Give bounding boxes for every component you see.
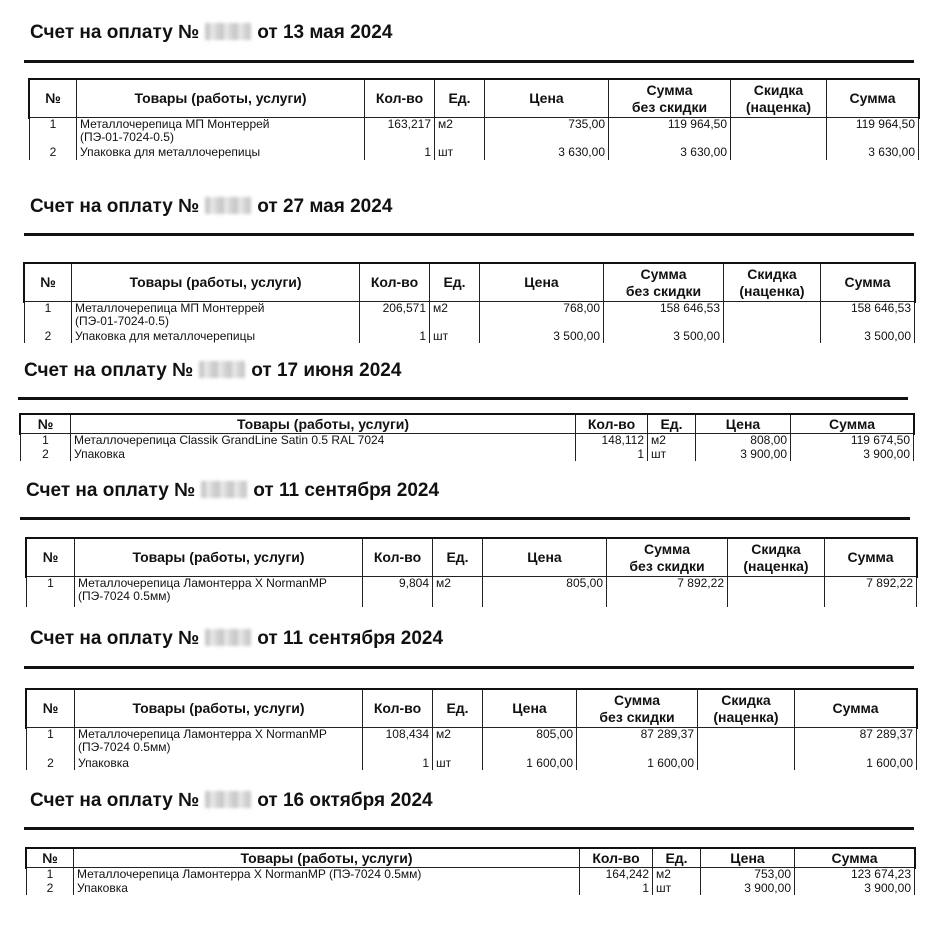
cell-price: 805,00 bbox=[483, 728, 577, 757]
cell-discount bbox=[698, 728, 795, 757]
col-header-goods: Товары (работы, услуги) bbox=[75, 539, 363, 577]
cell-sum: 158 646,53 bbox=[821, 302, 915, 330]
col-header-discount: Скидка (наценка) bbox=[698, 690, 795, 728]
col-header-unit: Ед. bbox=[433, 690, 483, 728]
col-header-price: Цена bbox=[701, 849, 795, 868]
title-prefix: Счет на оплату № bbox=[30, 790, 200, 811]
col-header-goods: Товары (работы, услуги) bbox=[77, 80, 365, 118]
col-header-goods: Товары (работы, услуги) bbox=[72, 264, 360, 302]
cell-discount bbox=[731, 118, 827, 146]
cell-sum-nodisc: 3 500,00 bbox=[604, 330, 724, 343]
cell-number: 2 bbox=[25, 330, 72, 343]
invoice-table bbox=[24, 263, 915, 343]
title-date: от 11 сентября 2024 bbox=[253, 480, 440, 501]
cell-qty: 148,112 bbox=[576, 434, 648, 448]
col-header-qty: Кол-во bbox=[576, 415, 648, 434]
redacted-number bbox=[199, 361, 245, 378]
cell-sum-nodisc: 119 964,50 bbox=[609, 118, 731, 146]
col-header-goods: Товары (работы, услуги) bbox=[71, 415, 576, 434]
col-header-unit: Ед. bbox=[433, 539, 483, 577]
col-header-number: № bbox=[25, 264, 72, 302]
cell-goods: Упаковка для металлочерепицы bbox=[77, 146, 365, 160]
goods-name-line2: (ПЭ-01-7024-0.5) bbox=[80, 130, 174, 144]
table-row bbox=[25, 302, 915, 330]
cell-qty: 1 bbox=[360, 330, 430, 343]
table-row bbox=[27, 868, 915, 882]
cell-unit: м2 bbox=[653, 868, 701, 882]
col-header-sum: Сумма bbox=[795, 690, 917, 728]
cell-price: 1 600,00 bbox=[483, 757, 577, 770]
table-row bbox=[21, 448, 914, 461]
cell-number: 1 bbox=[30, 118, 77, 146]
cell-sum-nodisc: 3 630,00 bbox=[609, 146, 731, 160]
col-header-price: Цена bbox=[480, 264, 604, 302]
col-header-number: № bbox=[27, 539, 75, 577]
col-header-sum-nodisc: Сумма без скидки bbox=[607, 539, 728, 577]
cell-discount bbox=[731, 146, 827, 160]
col-header-number: № bbox=[27, 849, 74, 868]
cell-unit: м2 bbox=[433, 728, 483, 757]
cell-number: 2 bbox=[27, 757, 75, 770]
cell-sum: 3 630,00 bbox=[827, 146, 919, 160]
col-header-sum-nodisc: Сумма без скидки bbox=[609, 80, 731, 118]
cell-goods: Металлочерепица Classik GrandLine Satin 0.5 RAL 7024 bbox=[71, 434, 576, 448]
goods-name-line2: (ПЭ-7024 0.5мм) bbox=[78, 589, 171, 603]
cell-goods: Упаковка bbox=[75, 757, 363, 770]
invoice-table-clip bbox=[24, 263, 916, 341]
title-date: от 17 июня 2024 bbox=[251, 360, 402, 381]
cell-qty: 163,217 bbox=[365, 118, 435, 146]
cell-price: 808,00 bbox=[696, 434, 791, 448]
cell-goods bbox=[75, 577, 363, 607]
cell-sum: 1 600,00 bbox=[795, 757, 917, 770]
cell-discount bbox=[724, 330, 821, 343]
col-header-sum: Сумма bbox=[795, 849, 915, 868]
col-header-number: № bbox=[30, 80, 77, 118]
col-header-goods: Товары (работы, услуги) bbox=[74, 849, 580, 868]
cell-number: 2 bbox=[30, 146, 77, 160]
table-row bbox=[25, 330, 915, 343]
invoice-table-clip bbox=[29, 79, 919, 158]
cell-unit: шт bbox=[648, 448, 696, 461]
invoice-table bbox=[26, 689, 917, 770]
col-header-price: Цена bbox=[696, 415, 791, 434]
col-header-sum: Сумма bbox=[825, 539, 917, 577]
cell-qty: 1 bbox=[580, 882, 653, 895]
cell-sum: 119 674,50 bbox=[791, 434, 914, 448]
cell-goods: Металлочерепица Ламонтерра X NormanMP (ПЭ-7024 0.5мм) bbox=[74, 868, 580, 882]
divider bbox=[20, 517, 910, 520]
col-header-unit: Ед. bbox=[430, 264, 480, 302]
invoice-table bbox=[29, 79, 919, 160]
title-date: от 13 мая 2024 bbox=[257, 22, 393, 43]
divider bbox=[18, 397, 908, 400]
table-row bbox=[21, 434, 914, 448]
cell-price: 3 630,00 bbox=[485, 146, 609, 160]
title-prefix: Счет на оплату № bbox=[30, 628, 200, 649]
divider bbox=[24, 666, 914, 669]
cell-price: 753,00 bbox=[701, 868, 795, 882]
cell-goods bbox=[77, 118, 365, 146]
cell-sum: 7 892,22 bbox=[825, 577, 917, 607]
cell-discount bbox=[724, 302, 821, 330]
title-date: от 27 мая 2024 bbox=[257, 196, 393, 217]
col-header-sum: Сумма bbox=[827, 80, 919, 118]
goods-name: Металлочерепица МП Монтеррей bbox=[80, 117, 270, 131]
table-row bbox=[30, 146, 919, 160]
col-header-goods: Товары (работы, услуги) bbox=[75, 690, 363, 728]
invoice-title bbox=[24, 360, 401, 382]
cell-sum-nodisc: 7 892,22 bbox=[607, 577, 728, 607]
invoice-title bbox=[30, 628, 443, 650]
cell-qty: 1 bbox=[576, 448, 648, 461]
cell-qty: 1 bbox=[365, 146, 435, 160]
title-date: от 16 октября 2024 bbox=[257, 790, 433, 811]
redacted-number bbox=[205, 23, 251, 40]
goods-name: Металлочерепица Ламонтерра X NormanMP bbox=[78, 576, 327, 590]
redacted-number bbox=[205, 197, 251, 214]
redacted-number bbox=[201, 481, 247, 498]
cell-qty: 108,434 bbox=[363, 728, 433, 757]
cell-unit: шт bbox=[653, 882, 701, 895]
cell-goods bbox=[72, 302, 360, 330]
cell-unit: м2 bbox=[433, 577, 483, 607]
cell-goods: Упаковка bbox=[71, 448, 576, 461]
cell-price: 735,00 bbox=[485, 118, 609, 146]
invoice-title bbox=[26, 480, 439, 502]
cell-price: 3 500,00 bbox=[480, 330, 604, 343]
cell-price: 805,00 bbox=[483, 577, 607, 607]
cell-sum: 87 289,37 bbox=[795, 728, 917, 757]
invoice-table bbox=[26, 848, 915, 895]
col-header-discount: Скидка (наценка) bbox=[731, 80, 827, 118]
cell-goods: Упаковка bbox=[74, 882, 580, 895]
table-row bbox=[27, 577, 917, 607]
cell-number: 1 bbox=[25, 302, 72, 330]
cell-unit: шт bbox=[435, 146, 485, 160]
col-header-qty: Кол-во bbox=[363, 690, 433, 728]
col-header-discount: Скидка (наценка) bbox=[728, 539, 825, 577]
cell-discount bbox=[698, 757, 795, 770]
cell-price: 3 900,00 bbox=[696, 448, 791, 461]
col-header-price: Цена bbox=[483, 690, 577, 728]
cell-price: 3 900,00 bbox=[701, 882, 795, 895]
cell-qty: 206,571 bbox=[360, 302, 430, 330]
goods-name: Металлочерепица Ламонтерра X NormanMP bbox=[78, 727, 327, 741]
invoice-title bbox=[30, 196, 392, 218]
divider bbox=[24, 827, 914, 830]
col-header-qty: Кол-во bbox=[580, 849, 653, 868]
cell-discount bbox=[728, 577, 825, 607]
col-header-discount: Скидка (наценка) bbox=[724, 264, 821, 302]
title-prefix: Счет на оплату № bbox=[30, 22, 200, 43]
cell-goods bbox=[75, 728, 363, 757]
invoice-table bbox=[20, 414, 914, 461]
col-header-qty: Кол-во bbox=[363, 539, 433, 577]
cell-sum: 3 900,00 bbox=[795, 882, 915, 895]
divider bbox=[24, 233, 914, 236]
col-header-unit: Ед. bbox=[653, 849, 701, 868]
col-header-number: № bbox=[27, 690, 75, 728]
cell-qty: 1 bbox=[363, 757, 433, 770]
col-header-qty: Кол-во bbox=[360, 264, 430, 302]
cell-qty: 9,804 bbox=[363, 577, 433, 607]
cell-goods: Упаковка для металлочерепицы bbox=[72, 330, 360, 343]
table-row bbox=[27, 757, 917, 770]
col-header-unit: Ед. bbox=[648, 415, 696, 434]
cell-unit: м2 bbox=[648, 434, 696, 448]
col-header-number: № bbox=[21, 415, 71, 434]
cell-number: 1 bbox=[21, 434, 71, 448]
cell-price: 768,00 bbox=[480, 302, 604, 330]
col-header-sum: Сумма bbox=[821, 264, 915, 302]
invoice-title bbox=[30, 790, 433, 812]
cell-qty: 164,242 bbox=[580, 868, 653, 882]
invoice-table-clip bbox=[26, 848, 918, 895]
goods-name-line2: (ПЭ-7024 0.5мм) bbox=[78, 740, 171, 754]
col-header-price: Цена bbox=[483, 539, 607, 577]
invoice-table-clip bbox=[26, 689, 918, 770]
cell-number: 2 bbox=[27, 882, 74, 895]
table-row bbox=[30, 118, 919, 146]
invoice-table-clip bbox=[26, 538, 918, 606]
invoice-table bbox=[26, 538, 917, 607]
cell-number: 1 bbox=[27, 728, 75, 757]
title-date: от 11 сентября 2024 bbox=[257, 628, 444, 649]
col-header-unit: Ед. bbox=[435, 80, 485, 118]
title-prefix: Счет на оплату № bbox=[30, 196, 200, 217]
cell-unit: м2 bbox=[435, 118, 485, 146]
table-row bbox=[27, 882, 915, 895]
col-header-sum-nodisc: Сумма без скидки bbox=[577, 690, 698, 728]
cell-sum-nodisc: 158 646,53 bbox=[604, 302, 724, 330]
redacted-number bbox=[205, 791, 251, 808]
cell-unit: м2 bbox=[430, 302, 480, 330]
invoice-title bbox=[30, 22, 392, 44]
cell-number: 1 bbox=[27, 868, 74, 882]
cell-sum-nodisc: 87 289,37 bbox=[577, 728, 698, 757]
redacted-number bbox=[205, 629, 251, 646]
goods-name: Металлочерепица МП Монтеррей bbox=[75, 301, 265, 315]
invoice-table-clip bbox=[20, 414, 916, 461]
title-prefix: Счет на оплату № bbox=[26, 480, 196, 501]
cell-sum: 3 900,00 bbox=[791, 448, 914, 461]
cell-sum: 119 964,50 bbox=[827, 118, 919, 146]
title-prefix: Счет на оплату № bbox=[24, 360, 194, 381]
cell-unit: шт bbox=[433, 757, 483, 770]
cell-sum: 123 674,23 bbox=[795, 868, 915, 882]
goods-name-line2: (ПЭ-01-7024-0.5) bbox=[75, 314, 169, 328]
col-header-qty: Кол-во bbox=[365, 80, 435, 118]
cell-sum: 3 500,00 bbox=[821, 330, 915, 343]
divider bbox=[24, 60, 914, 63]
cell-number: 1 bbox=[27, 577, 75, 607]
col-header-sum: Сумма bbox=[791, 415, 914, 434]
cell-number: 2 bbox=[21, 448, 71, 461]
cell-unit: шт bbox=[430, 330, 480, 343]
col-header-price: Цена bbox=[485, 80, 609, 118]
col-header-sum-nodisc: Сумма без скидки bbox=[604, 264, 724, 302]
cell-sum-nodisc: 1 600,00 bbox=[577, 757, 698, 770]
table-row bbox=[27, 728, 917, 757]
